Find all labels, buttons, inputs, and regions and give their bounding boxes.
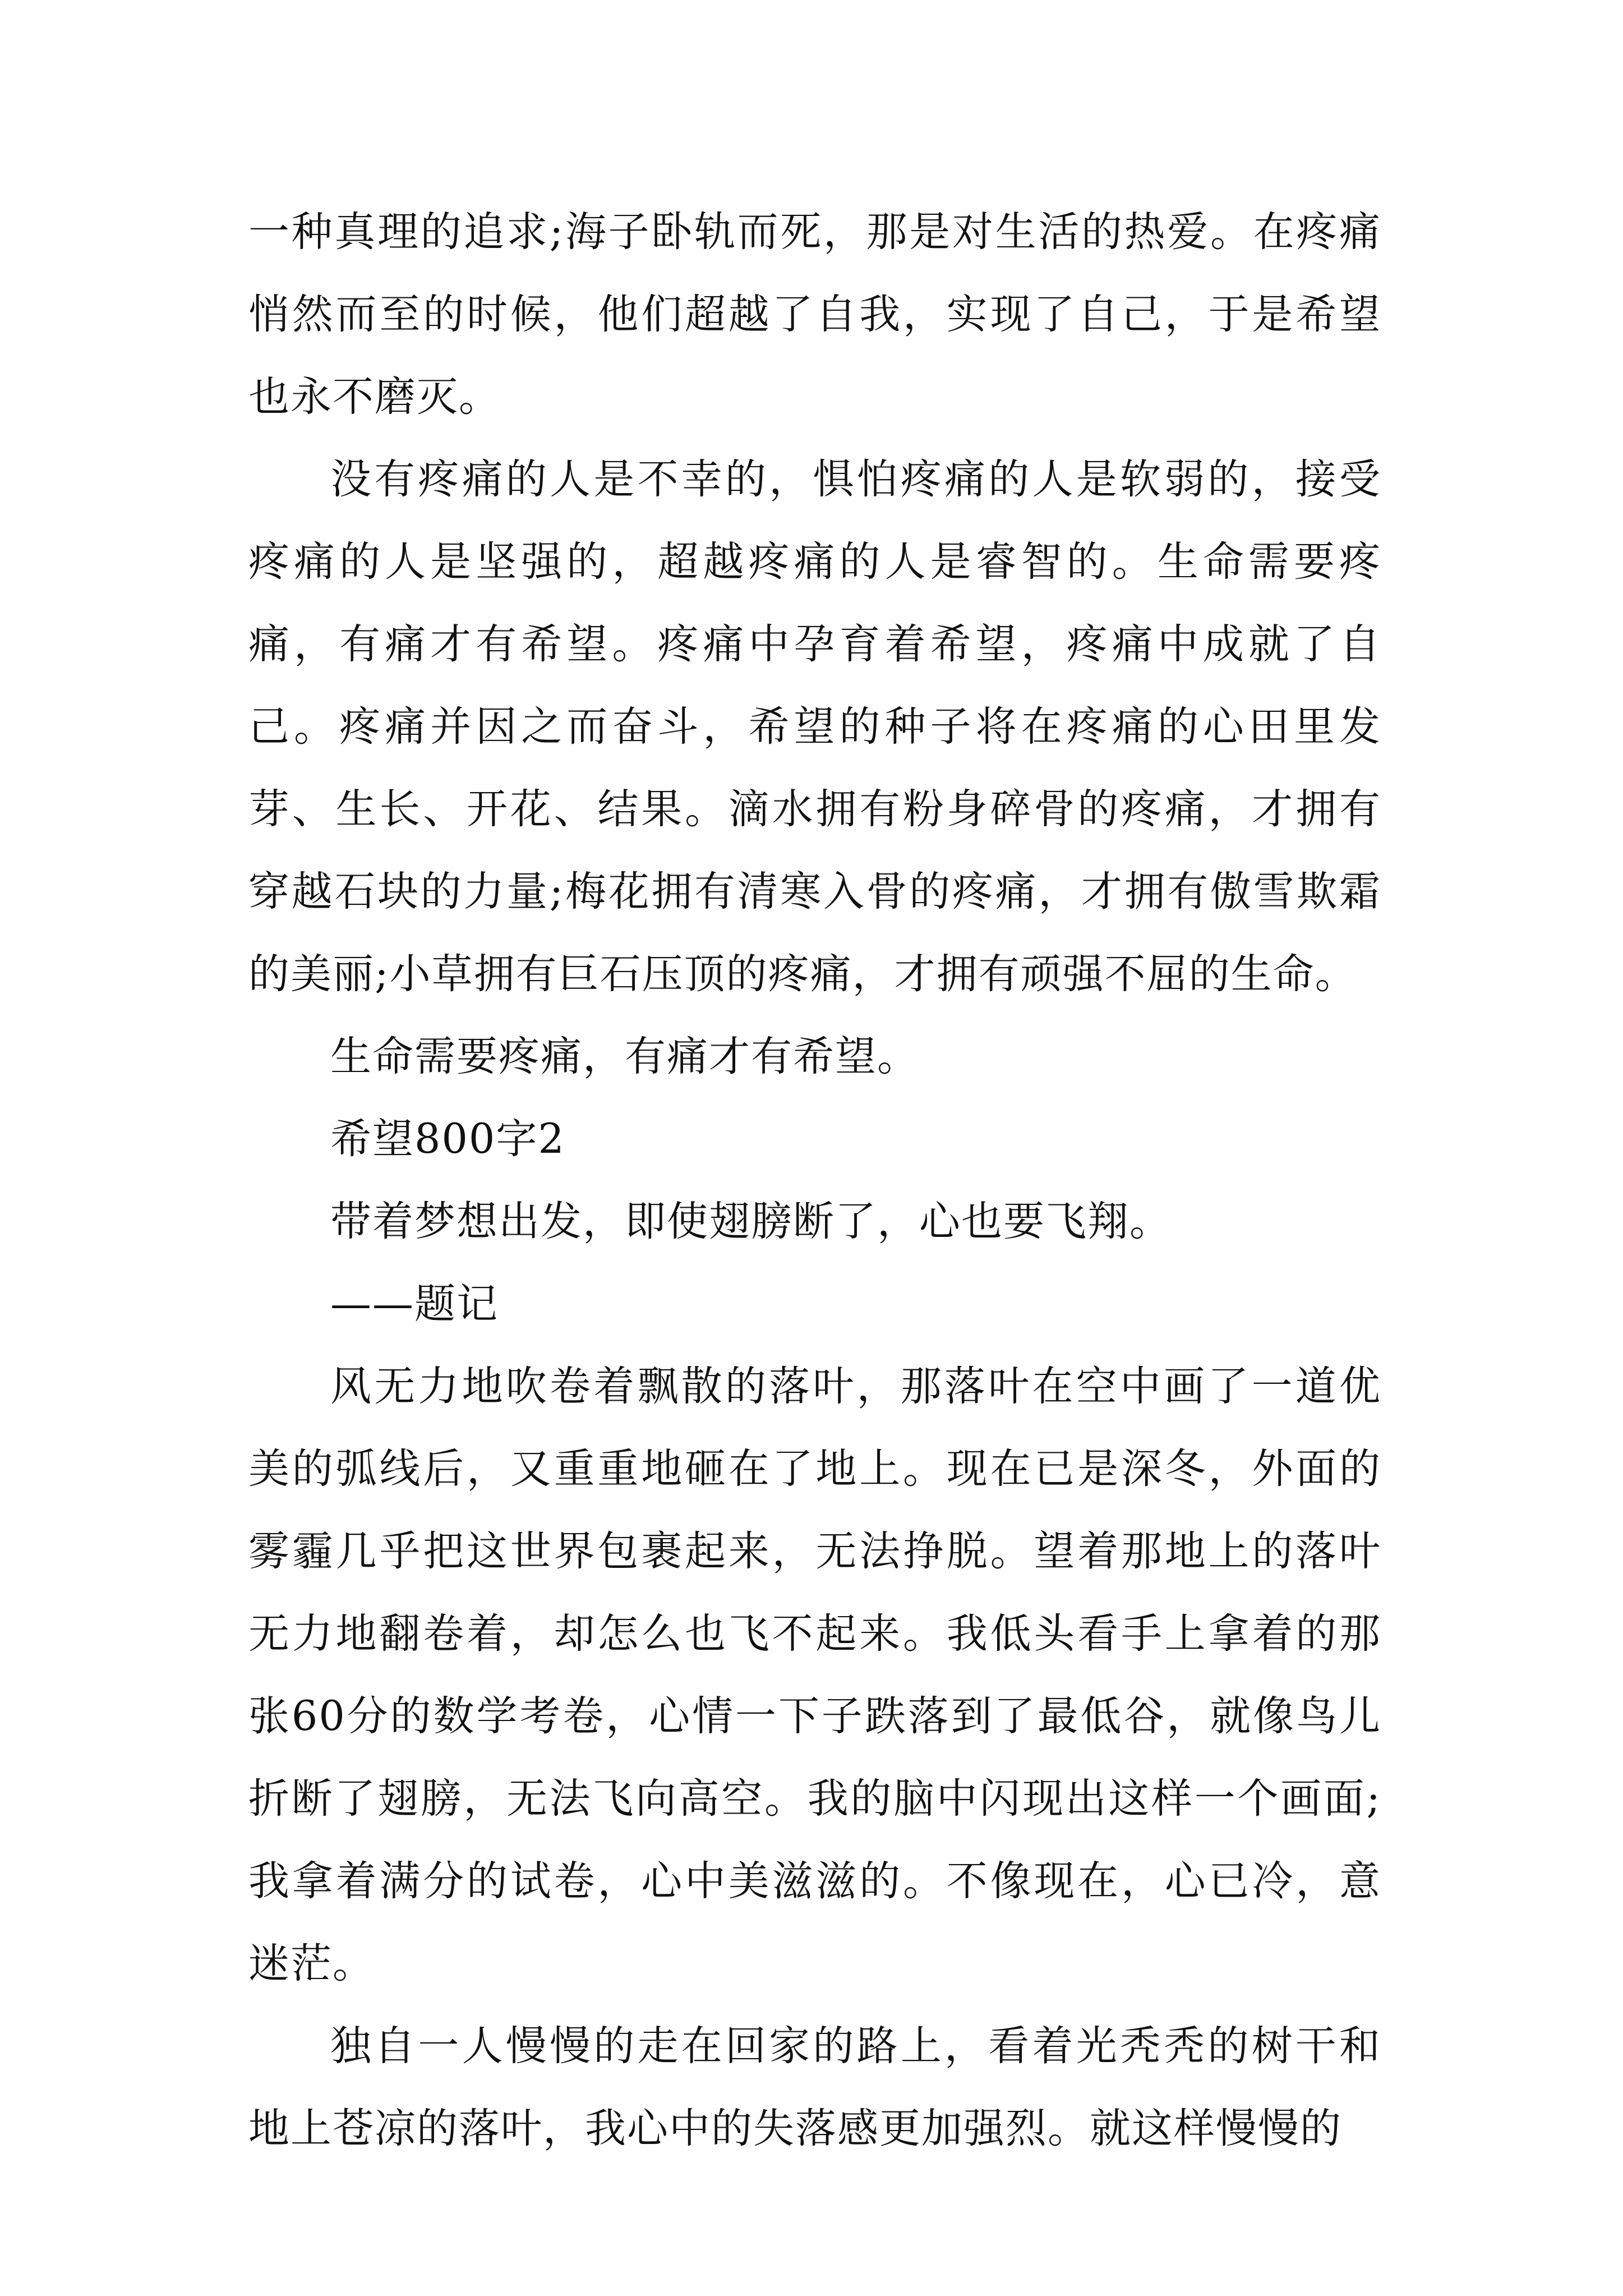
paragraph-continuation: 一种真理的追求;海子卧轨而死，那是对生活的热爱。在疼痛悄然而至的时候，他们超越了自我，实现了自己，于是希望也永不磨灭。: [248, 208, 1381, 421]
epigraph: 带着梦想出发，即使翅膀断了，心也要飞翔。: [330, 1198, 1172, 1245]
paragraph-falling-leaves: 风无力地吹卷着飘散的落叶，那落叶在空中画了一道优美的弧线后，又重重地砸在了地上。现在已是深冬，外面的雾霾几乎把这世界包裹起来，无法挣脱。望着那地上的落叶无力地翻卷着，却怎么也飞不起来。我低头看手上拿着的那张60分的数学考卷，心情一下子跌落到了最低谷，就像鸟儿折断了翅膀，无法飞向高空。我的脑中闪现出这样一个画面;我拿着满分的试卷，心中美滋滋的。不像现在，心已冷，意迷茫。: [248, 1363, 1381, 1987]
paragraph-pain-and-hope: 没有疼痛的人是不幸的，惧怕疼痛的人是软弱的，接受疼痛的人是坚强的，超越疼痛的人是睿智的。生命需要疼痛，有痛才有希望。疼痛中孕育着希望，疼痛中成就了自己。疼痛并因之而奋斗，希望的种子将在疼痛的心田里发芽、生长、开花、结果。滴水拥有粉身碎骨的疼痛，才拥有穿越石块的力量;梅花拥有清寒入骨的疼痛，才拥有傲雪欺霜的美丽;小草拥有巨石压顶的疼痛，才拥有顽强不屈的生命。: [248, 455, 1381, 998]
essay-heading: 希望800字2: [330, 1115, 565, 1163]
essay-body: [248, 191, 1381, 2170]
epigraph-attribution: ——题记: [330, 1280, 499, 1328]
paragraph-walking-home: 独自一人慢慢的走在回家的路上，看着光秃秃的树干和地上苍凉的落叶，我心中的失落感更加强烈。就这样慢慢的: [248, 2022, 1381, 2152]
paragraph-summary-line: 生命需要疼痛，有痛才有希望。: [330, 1033, 919, 1080]
